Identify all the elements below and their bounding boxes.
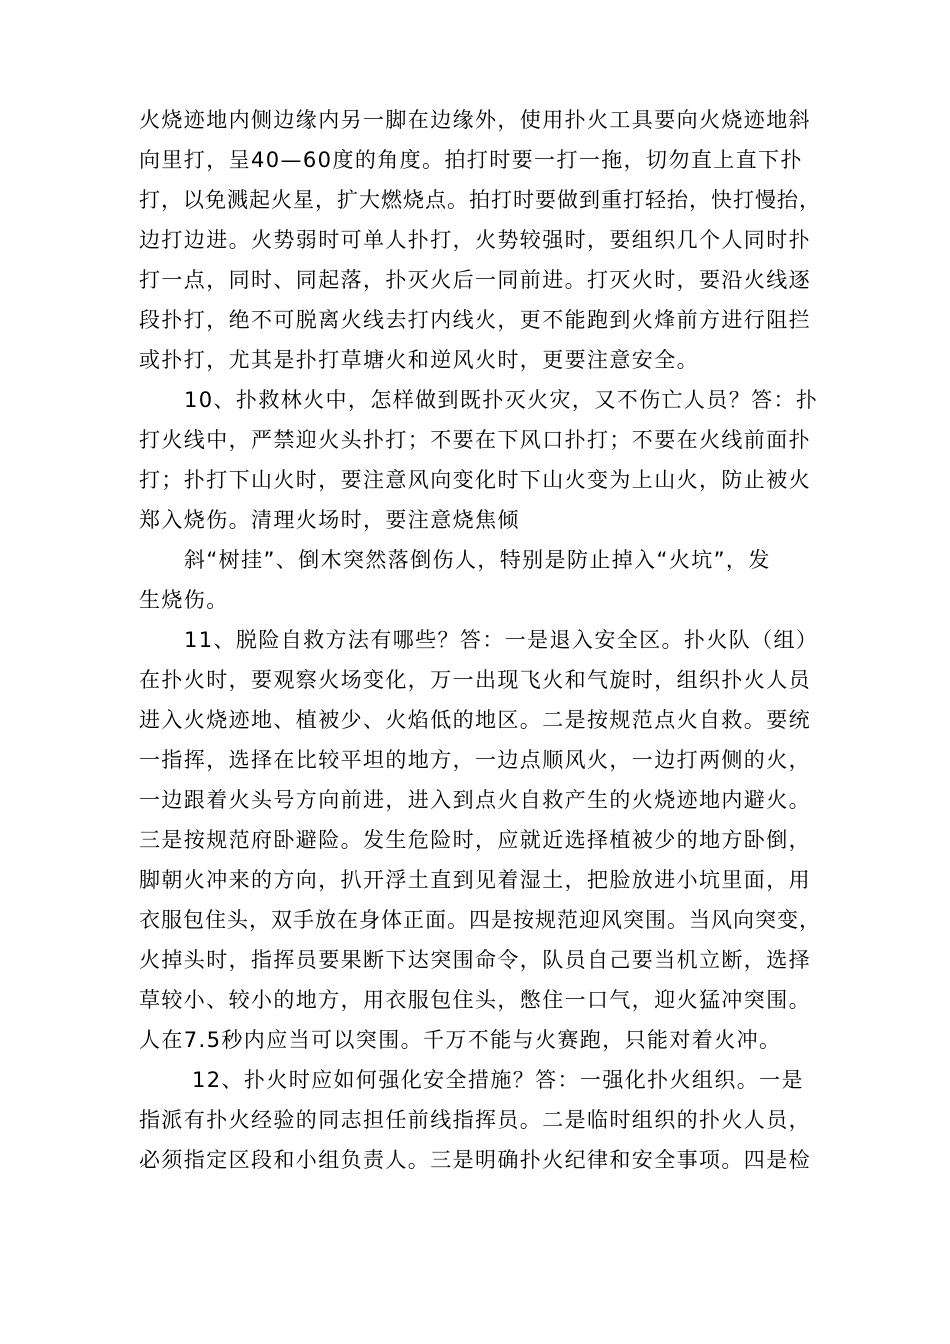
- text-line: 打一点，同时、同起落，扑灭火后一同前进。打灭火时，要沿火线逐: [139, 268, 811, 292]
- text-line: 向里打，呈40—60度的角度。拍打时要一打一拖，切勿直上直下扑: [139, 148, 803, 172]
- text-line: 在扑火时，要观察火场变化，万一出现飞火和气旋时，组织扑火人员: [139, 668, 811, 692]
- text-line: 打；扑打下山火时，要注意风向变化时下山火变为上山火，防止被火: [139, 468, 811, 492]
- text-line: 一指挥，选择在比较平坦的地方，一边点顺风火，一边打两侧的火，: [139, 748, 811, 772]
- text-line: 生烧伤。: [139, 588, 229, 612]
- text-line: 打，以免溅起火星，扩大燃烧点。拍打时要做到重打轻抬，快打慢抬，: [139, 188, 821, 212]
- text-line: 人在7.5秒内应当可以突围。千万不能与火赛跑，只能对着火冲。: [139, 1028, 782, 1052]
- text-line: 必须指定区段和小组负责人。三是明确扑火纪律和安全事项。四是检: [139, 1148, 811, 1172]
- text-line: 边打边进。火势弱时可单人扑打，火势较强时，要组织几个人同时扑: [139, 228, 811, 252]
- text-line: 草较小、较小的地方，用衣服包住头，憋住一口气，迎火猛冲突围。: [139, 988, 811, 1012]
- text-line: 或扑打，尤其是扑打草塘火和逆风火时，更要注意安全。: [139, 348, 699, 372]
- text-line: 衣服包住头，双手放在身体正面。四是按规范迎风突围。当风向突变，: [139, 908, 821, 932]
- text-line: 火烧迹地内侧边缘内另一脚在边缘外，使用扑火工具要向火烧迹地斜: [139, 108, 811, 132]
- text-line: 段扑打，绝不可脱离火线去打内线火，更不能跑到火烽前方进行阻拦: [139, 308, 811, 332]
- text-line: 火掉头时，指挥员要果断下达突围命令，队员自己要当机立断，选择: [139, 948, 811, 972]
- question-11-start: 11、脱险自救方法有哪些？答：一是退入安全区。扑火队（组）: [184, 628, 819, 652]
- text-line: 进入火烧迹地、植被少、火焰低的地区。二是按规范点火自救。要统: [139, 708, 811, 732]
- text-line: 斜“树挂”、倒木突然落倒伤人，特别是防止掉入“火坑”，发: [184, 548, 771, 572]
- text-line: 一边跟着火头号方向前进，进入到点火自救产生的火烧迹地内避火。: [139, 788, 811, 812]
- question-12-start: 12、扑火时应如何强化安全措施？答：一强化扑火组织。一是: [192, 1068, 804, 1092]
- text-line: 郑入烧伤。清理火场时，要注意烧焦倾: [139, 508, 520, 532]
- question-10-start: 10、扑救林火中，怎样做到既扑灭火灾，又不伤亡人员？答：扑: [184, 388, 819, 412]
- text-line: 指派有扑火经验的同志担任前线指挥员。二是临时组织的扑火人员，: [139, 1108, 811, 1132]
- text-line: 脚朝火冲来的方向，扒开浮土直到见着湿土，把脸放进小坑里面，用: [139, 868, 811, 892]
- text-line: 三是按规范府卧避险。发生危险时，应就近选择植被少的地方卧倒，: [139, 828, 811, 852]
- text-line: 打火线中，严禁迎火头扑打；不要在下风口扑打；不要在火线前面扑: [139, 428, 811, 452]
